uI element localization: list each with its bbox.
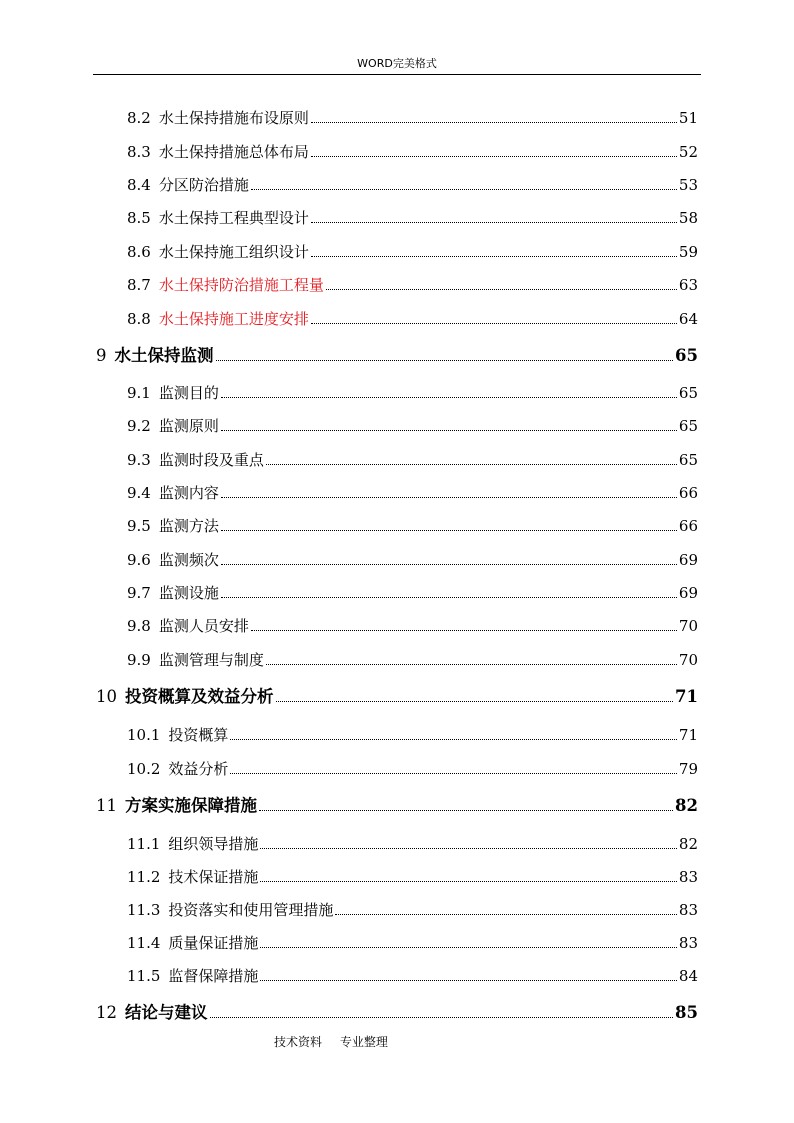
- toc-entry-title: 监督保障措施: [168, 967, 259, 985]
- toc-entry-number: 11.2: [127, 868, 161, 886]
- toc-entry-page: 83: [678, 901, 698, 919]
- toc-entry-title: 投资落实和使用管理措施: [168, 901, 334, 919]
- toc-entry-number: 12: [96, 1003, 117, 1022]
- toc-entry-title: 质量保证措施: [168, 934, 259, 952]
- toc-dot-leader: [251, 188, 677, 190]
- toc-entry-number: 9.5: [127, 517, 151, 535]
- toc-entry[interactable]: [127, 899, 698, 920]
- toc-dot-leader: [311, 322, 677, 324]
- toc-entry[interactable]: [96, 683, 698, 707]
- toc-entry-page: 66: [678, 484, 698, 502]
- toc-entry-page: 59: [678, 243, 698, 261]
- toc-entry[interactable]: [127, 274, 698, 295]
- toc-entry[interactable]: [127, 582, 698, 603]
- toc-dot-leader: [259, 809, 673, 811]
- toc-entry-page: 65: [678, 451, 698, 469]
- toc-entry-page: 51: [678, 109, 698, 127]
- toc-entry-page: 85: [675, 1003, 698, 1022]
- toc-entry-title: 水土保持施工组织设计: [158, 243, 309, 261]
- toc-dot-leader: [210, 1016, 674, 1018]
- toc-entry-title: 方案实施保障措施: [125, 796, 257, 815]
- toc-entry-title: 监测方法: [158, 517, 219, 535]
- toc-entry-title: 水土保持工程典型设计: [158, 209, 309, 227]
- toc-entry-page: 71: [678, 726, 698, 744]
- toc-entry[interactable]: [127, 174, 698, 195]
- toc-entry-number: 9.9: [127, 651, 151, 669]
- toc-entry[interactable]: [127, 649, 698, 670]
- toc-entry[interactable]: [127, 965, 698, 986]
- footer-right-text: 专业整理: [339, 1035, 388, 1049]
- toc-entry-page: 65: [675, 346, 698, 365]
- toc-entry-title: 监测频次: [158, 551, 219, 569]
- toc-entry-number: 9: [96, 346, 107, 365]
- toc-entry[interactable]: [127, 482, 698, 503]
- toc-entry[interactable]: [127, 382, 698, 403]
- toc-entry-page: 64: [678, 310, 698, 328]
- toc-entry-number: 9.2: [127, 417, 151, 435]
- toc-dot-leader: [221, 496, 677, 498]
- toc-entry-title: 分区防治措施: [158, 176, 249, 194]
- header-text: WORD完美格式: [357, 57, 437, 70]
- toc-entry-page: 53: [678, 176, 698, 194]
- toc-entry-page: 52: [678, 143, 698, 161]
- toc-entry-page: 84: [678, 967, 698, 985]
- toc-entry-title: 效益分析: [168, 760, 229, 778]
- toc-entry[interactable]: [127, 758, 698, 779]
- toc-entry-number: 8.8: [127, 310, 151, 328]
- toc-entry[interactable]: [127, 241, 698, 262]
- toc-entry-number: 9.1: [127, 384, 151, 402]
- toc-dot-leader: [260, 880, 676, 882]
- toc-dot-leader: [221, 596, 677, 598]
- toc-entry-title: 水土保持监测: [114, 346, 214, 365]
- toc-dot-leader: [311, 121, 677, 123]
- toc-entry-number: 10: [96, 687, 117, 706]
- toc-entry[interactable]: [127, 549, 698, 570]
- toc-dot-leader: [260, 979, 676, 981]
- toc-entry-page: 79: [678, 760, 698, 778]
- toc-entry-title: 水土保持施工进度安排: [158, 310, 309, 328]
- toc-entry-number: 9.4: [127, 484, 151, 502]
- toc-dot-leader: [326, 288, 677, 290]
- toc-entry-number: 9.6: [127, 551, 151, 569]
- toc-entry[interactable]: [127, 449, 698, 470]
- toc-entry-title: 监测内容: [158, 484, 219, 502]
- toc-entry-title: 投资概算及效益分析: [125, 687, 274, 706]
- toc-entry-number: 9.8: [127, 617, 151, 635]
- toc-entry[interactable]: [127, 615, 698, 636]
- toc-entry-title: 水土保持防治措施工程量: [158, 276, 324, 294]
- toc-entry-title: 监测人员安排: [158, 617, 249, 635]
- toc-entry-number: 10.2: [127, 760, 161, 778]
- toc-entry-page: 82: [675, 796, 698, 815]
- page-header: [93, 56, 701, 75]
- toc-dot-leader: [311, 155, 677, 157]
- toc-entry-number: 8.7: [127, 276, 151, 294]
- toc-entry-title: 组织领导措施: [168, 835, 259, 853]
- toc-dot-leader: [216, 359, 674, 361]
- toc-dot-leader: [311, 221, 677, 223]
- toc-entry[interactable]: [127, 515, 698, 536]
- toc-entry-page: 69: [678, 551, 698, 569]
- toc-entry-page: 66: [678, 517, 698, 535]
- toc-entry[interactable]: [127, 107, 698, 128]
- toc-entry-title: 技术保证措施: [168, 868, 259, 886]
- toc-entry-number: 11.1: [127, 835, 161, 853]
- toc-entry-title: 投资概算: [168, 726, 229, 744]
- toc-entry-title: 监测管理与制度: [158, 651, 264, 669]
- toc-dot-leader: [260, 847, 676, 849]
- toc-entry-number: 8.5: [127, 209, 151, 227]
- toc-entry-page: 63: [678, 276, 698, 294]
- toc-dot-leader: [266, 663, 677, 665]
- toc-entry-page: 83: [678, 934, 698, 952]
- toc-entry-number: 8.2: [127, 109, 151, 127]
- toc-dot-leader: [276, 700, 674, 702]
- page-footer: [274, 1033, 388, 1050]
- toc-entry-title: 监测原则: [158, 417, 219, 435]
- toc-entry-page: 70: [678, 617, 698, 635]
- toc-entry-title: 结论与建议: [125, 1003, 208, 1022]
- toc-entry-page: 65: [678, 384, 698, 402]
- toc-dot-leader: [260, 946, 676, 948]
- toc-entry-page: 83: [678, 868, 698, 886]
- toc-dot-leader: [266, 463, 677, 465]
- toc-dot-leader: [311, 255, 677, 257]
- toc-entry-number: 11: [96, 796, 117, 815]
- toc-dot-leader: [221, 529, 677, 531]
- toc-entry-title: 水土保持措施总体布局: [158, 143, 309, 161]
- toc-entry-number: 11.3: [127, 901, 161, 919]
- toc-entry-number: 8.4: [127, 176, 151, 194]
- toc-entry-number: 9.7: [127, 584, 151, 602]
- toc-entry[interactable]: [127, 207, 698, 228]
- toc-entry-title: 监测时段及重点: [158, 451, 264, 469]
- toc-entry[interactable]: [127, 415, 698, 436]
- toc-entry[interactable]: [96, 792, 698, 816]
- toc-entry-page: 70: [678, 651, 698, 669]
- footer-left-text: 技术资料: [274, 1035, 323, 1049]
- toc-entry-title: 监测设施: [158, 584, 219, 602]
- toc-dot-leader: [221, 563, 677, 565]
- toc-entry-title: 监测目的: [158, 384, 219, 402]
- toc-dot-leader: [221, 396, 677, 398]
- toc-entry-page: 65: [678, 417, 698, 435]
- toc-entry-number: 11.4: [127, 934, 161, 952]
- toc-entry-number: 10.1: [127, 726, 161, 744]
- toc-entry-number: 8.3: [127, 143, 151, 161]
- toc-entry[interactable]: [96, 999, 698, 1023]
- toc-entry[interactable]: [127, 308, 698, 329]
- toc-entry[interactable]: [127, 724, 698, 745]
- toc-entry[interactable]: [127, 866, 698, 887]
- toc-dot-leader: [230, 772, 676, 774]
- toc-entry[interactable]: [127, 141, 698, 162]
- toc-entry[interactable]: [127, 833, 698, 854]
- toc-dot-leader: [335, 913, 676, 915]
- toc-entry-page: 71: [675, 687, 698, 706]
- toc-dot-leader: [230, 738, 676, 740]
- toc-dot-leader: [251, 629, 677, 631]
- toc-entry[interactable]: [96, 342, 698, 366]
- toc-entry-page: 69: [678, 584, 698, 602]
- toc-entry-number: 11.5: [127, 967, 161, 985]
- toc-entry-number: 9.3: [127, 451, 151, 469]
- toc-dot-leader: [221, 429, 677, 431]
- toc-entry-number: 8.6: [127, 243, 151, 261]
- toc-entry-page: 58: [678, 209, 698, 227]
- toc-entry-title: 水土保持措施布设原则: [158, 109, 309, 127]
- toc-entry[interactable]: [127, 932, 698, 953]
- toc-entry-page: 82: [678, 835, 698, 853]
